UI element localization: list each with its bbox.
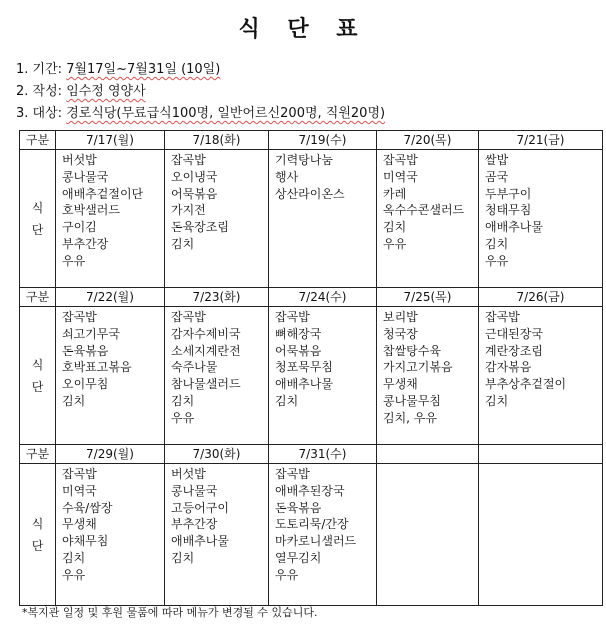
menu-item: 보리밥 xyxy=(383,310,418,324)
menu-cell xyxy=(479,150,603,288)
menu-item: 곰국 xyxy=(485,169,509,184)
row-header-label: 구분 xyxy=(20,445,56,464)
menu-cell xyxy=(56,307,165,445)
date-cell: 7/17(월) xyxy=(56,131,165,150)
menu-item: 김치 xyxy=(62,393,86,408)
menu-cell xyxy=(56,150,165,288)
menu-item: 두부구이 xyxy=(485,186,532,201)
menu-item: 근대된장국 xyxy=(485,326,543,341)
date-cell: 7/30(화) xyxy=(165,445,269,464)
menu-item: 감자수제비국 xyxy=(171,326,241,341)
menu-item: 카레 xyxy=(383,186,407,201)
menu-row-label-char: 단 xyxy=(31,222,44,237)
menu-table xyxy=(19,130,603,606)
menu-row xyxy=(20,464,603,606)
date-cell: 7/22(월) xyxy=(56,288,165,307)
menu-item: 부추간장 xyxy=(171,517,218,532)
menu-item: 김치 xyxy=(485,236,509,251)
info-number: 3. xyxy=(16,106,29,121)
menu-item: 애배추나물 xyxy=(171,534,229,549)
menu-item: 우유 xyxy=(485,253,509,268)
menu-item: 콩나물무침 xyxy=(383,393,441,408)
menu-item: 콩나물국 xyxy=(62,169,109,184)
date-cell: 7/26(금) xyxy=(479,288,603,307)
menu-item: 돈육볶음 xyxy=(275,500,322,515)
menu-item: 쌀밥 xyxy=(485,153,509,167)
menu-item: 우유 xyxy=(62,567,86,582)
menu-item: 콩나물국 xyxy=(171,483,218,498)
menu-item: 애배추나물 xyxy=(485,220,543,235)
menu-item: 호박표고볶음 xyxy=(62,360,132,375)
menu-item: 가지전 xyxy=(171,203,206,218)
menu-item: 김치 xyxy=(485,393,509,408)
menu-item: 어묵볶음 xyxy=(275,343,322,358)
menu-item: 부추상추겉절이 xyxy=(485,377,567,392)
menu-item: 뼈해장국 xyxy=(275,326,322,341)
menu-item: 김치, 우유 xyxy=(383,410,437,425)
menu-item: 김치 xyxy=(171,393,195,408)
menu-item: 잡곡밥 xyxy=(171,153,206,167)
menu-item: 구이김 xyxy=(62,220,97,235)
menu-item: 무생채 xyxy=(383,377,418,392)
info-line-period xyxy=(16,58,220,77)
date-cell: 7/23(화) xyxy=(165,288,269,307)
menu-item: 행사 xyxy=(275,169,299,184)
menu-item: 김치 xyxy=(62,550,86,565)
menu-item: 오이무침 xyxy=(62,377,109,392)
info-label: 대상: xyxy=(32,106,63,121)
menu-item: 잡곡밥 xyxy=(383,153,418,167)
menu-cell xyxy=(165,307,269,445)
info-line-author xyxy=(16,80,146,99)
menu-item: 우유 xyxy=(62,253,86,268)
menu-item: 미역국 xyxy=(383,169,418,184)
date-cell: 7/25(목) xyxy=(377,288,479,307)
date-cell xyxy=(479,445,603,464)
menu-item: 잡곡밥 xyxy=(62,310,97,324)
page-title: 식 단 표 xyxy=(238,17,368,42)
menu-item: 상산라이온스 xyxy=(275,186,345,201)
menu-item: 김치 xyxy=(171,236,195,251)
info-line-target xyxy=(16,102,385,121)
menu-item: 도토리묵/간장 xyxy=(275,517,349,532)
menu-item: 고등어구이 xyxy=(171,500,229,515)
menu-item: 어묵볶음 xyxy=(171,186,218,201)
menu-item: 열무김치 xyxy=(275,550,322,565)
menu-item: 애배추겉절이단 xyxy=(62,186,144,201)
menu-row-label xyxy=(20,307,56,445)
menu-item: 청태무침 xyxy=(485,203,532,218)
date-cell: 7/19(수) xyxy=(269,131,377,150)
footnote: *복지관 일정 및 후원 물품에 따라 메뉴가 변경될 수 있습니다. xyxy=(22,606,318,619)
menu-row-label-char: 단 xyxy=(31,538,44,553)
menu-cell xyxy=(377,150,479,288)
menu-row-label-char: 단 xyxy=(31,379,44,394)
info-label: 기간: xyxy=(32,62,63,77)
menu-item: 숙주나물 xyxy=(171,360,218,375)
menu-item: 감자볶음 xyxy=(485,360,532,375)
menu-cell xyxy=(377,464,479,606)
menu-item: 오이냉국 xyxy=(171,169,218,184)
info-value: 7월17일~7월31일 (10일) xyxy=(66,62,221,77)
menu-item: 버섯밥 xyxy=(171,467,206,481)
menu-item: 잡곡밥 xyxy=(171,310,206,324)
date-cell: 7/31(수) xyxy=(269,445,377,464)
menu-item: 계란장조림 xyxy=(485,343,543,358)
info-label: 작성: xyxy=(32,84,63,99)
menu-item: 애배추나물 xyxy=(275,377,333,392)
menu-item: 소세지계란전 xyxy=(171,343,241,358)
menu-cell xyxy=(269,150,377,288)
menu-item: 돈육볶음 xyxy=(62,343,109,358)
menu-item: 마카로니샐러드 xyxy=(275,534,357,549)
menu-item: 잡곡밥 xyxy=(62,467,97,481)
menu-item: 돈육장조림 xyxy=(171,220,229,235)
menu-row-label xyxy=(20,464,56,606)
date-cell: 7/29(월) xyxy=(56,445,165,464)
menu-item: 잡곡밥 xyxy=(275,310,310,324)
date-cell: 7/24(수) xyxy=(269,288,377,307)
menu-cell xyxy=(269,307,377,445)
menu-item: 김치 xyxy=(275,393,299,408)
menu-row-label-char: 식 xyxy=(31,516,44,531)
menu-item: 무생채 xyxy=(62,517,97,532)
menu-item: 쇠고기무국 xyxy=(62,326,120,341)
menu-item: 찹쌀탕수육 xyxy=(383,343,441,358)
menu-item: 청국장 xyxy=(383,326,418,341)
menu-item: 잡곡밥 xyxy=(275,467,310,481)
date-header-row xyxy=(20,131,603,150)
menu-item: 청포묵무침 xyxy=(275,360,333,375)
menu-row xyxy=(20,307,603,445)
date-cell: 7/21(금) xyxy=(479,131,603,150)
menu-item: 호박샐러드 xyxy=(62,203,120,218)
menu-item: 버섯밥 xyxy=(62,153,97,167)
menu-item: 김치 xyxy=(383,220,407,235)
date-cell: 7/20(목) xyxy=(377,131,479,150)
date-cell xyxy=(377,445,479,464)
menu-item: 우유 xyxy=(275,567,299,582)
menu-item: 참나물샐러드 xyxy=(171,377,241,392)
menu-item: 가지고기볶음 xyxy=(383,360,453,375)
menu-cell xyxy=(377,307,479,445)
menu-row-label-char: 식 xyxy=(31,200,44,215)
info-value: 경로식당(무료급식100명, 일반어르신200명, 직원20명) xyxy=(66,106,386,121)
menu-item: 부추간장 xyxy=(62,236,109,251)
menu-item: 애배추된장국 xyxy=(275,483,345,498)
menu-item: 김치 xyxy=(171,550,195,565)
menu-item: 미역국 xyxy=(62,483,97,498)
menu-cell xyxy=(479,464,603,606)
date-header-row xyxy=(20,288,603,307)
menu-item: 우유 xyxy=(171,410,195,425)
menu-cell xyxy=(165,464,269,606)
row-header-label: 구분 xyxy=(20,288,56,307)
menu-cell xyxy=(165,150,269,288)
menu-item: 기력탕나눔 xyxy=(275,153,333,167)
row-header-label: 구분 xyxy=(20,131,56,150)
menu-row xyxy=(20,150,603,288)
info-number: 1. xyxy=(16,62,29,77)
date-header-row xyxy=(20,445,603,464)
menu-item: 우유 xyxy=(383,236,407,251)
menu-row-label-char: 식 xyxy=(31,357,44,372)
info-value: 임수정 영양사 xyxy=(66,84,146,99)
menu-item: 야채무침 xyxy=(62,534,109,549)
menu-item: 옥수수콘샐러드 xyxy=(383,203,465,218)
menu-cell xyxy=(269,464,377,606)
info-number: 2. xyxy=(16,84,29,99)
menu-row-label xyxy=(20,150,56,288)
menu-item: 잡곡밥 xyxy=(485,310,520,324)
menu-cell xyxy=(479,307,603,445)
menu-item: 수육/쌈장 xyxy=(62,500,113,515)
date-cell: 7/18(화) xyxy=(165,131,269,150)
menu-cell xyxy=(56,464,165,606)
